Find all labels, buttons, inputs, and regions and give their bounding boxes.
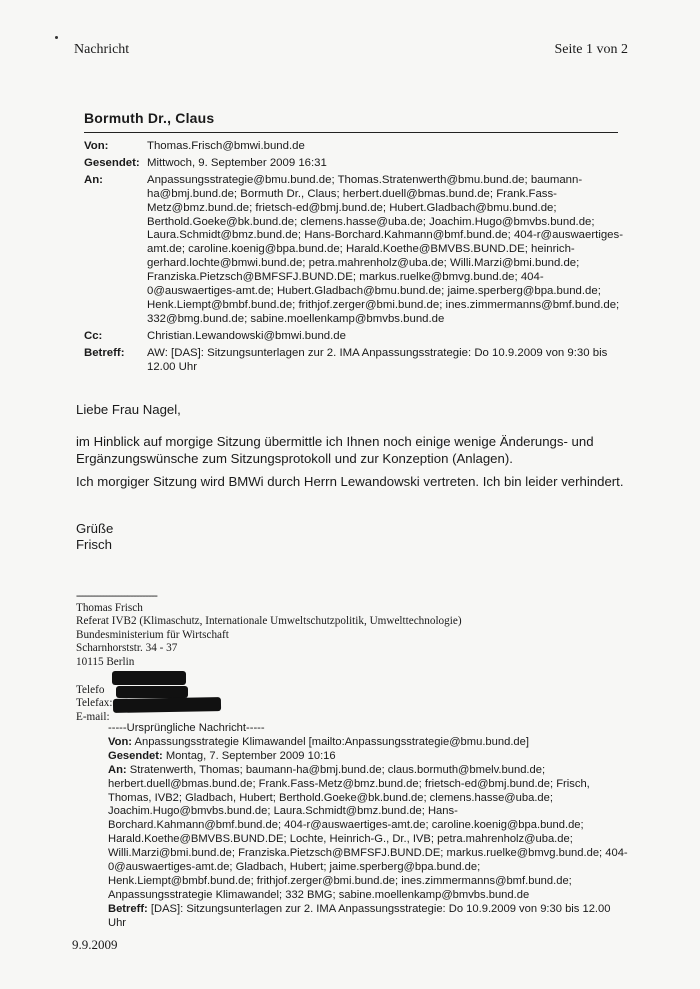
cc-row (84, 330, 624, 344)
sent-row (84, 157, 624, 171)
body-paragraph-1: im Hinblick auf morgige Sitzung übermittle ich Ihnen noch einige wenige Änderungs- und Ergänzungswünsche zum Sitzungsprotokoll und zur Konzeption (Anlagen). (76, 434, 594, 466)
original-from-value: Anpassungsstrategie Klimawandel [mailto:Anpassungsstrategie@bmu.bund.de] (134, 735, 529, 748)
original-to-value: Stratenwerth, Thomas; baumann-ha@bmj.bund.de; claus.bormuth@bmelv.bund.de; herbert.duell@bmas.bund.de; Frank.Fass-Metz@bmz.bund.de; frietsch-ed@bmj.bund.de; Frisch, Thomas, IVB2; Gladbach, Hubert; Berthold.Goeke@bk.bund.de; clemens.hasse@uba.de; Joachim.Hugo@bmvbs.bund.de; Laura.Schmidt@bmz.bund.de; Hans-Borchard.Kahmann@bmf.bund.de; 404-r@auswaertiges-amt.de; caroline.koenig@bpa.bund.de; Harald.Koethe@BMVBS.BUND.DE; Lochte, Heinrich-G., Dr., IVB; petra.mahrenholz@uba.de; Willi.Marzi@bmi.bund.de; Franziska.Pietzsch@BMFSFJ.BUND.DE; markus.ruelke@bmvg.bund.de; 404-0@auswaertiges-amt.de; Gladbach, Hubert; jaime.sperberg@bpa.bund.de; Henk.Liempt@bmbf.bund.de; frithjof.zerger@bmi.bund.de; ines.zimmermanns@bmf.bund.de; Anpassungsstrategie Klimawandel; 332 BMG; sabine.moellenkamp@bmvbs.bund.de (108, 763, 628, 901)
from-value: Thomas.Frisch@bmwi.bund.de (147, 140, 305, 152)
cc-value: Christian.Lewandowski@bmwi.bund.de (147, 329, 346, 342)
original-to-row (108, 764, 628, 903)
body-paragraph-2: Ich morgiger Sitzung wird BMWi durch Herrn Lewandowski vertreten. Ich bin leider verhindert. (76, 474, 624, 489)
signature-ministry: Bundesministerium für Wirtschaft (76, 628, 229, 641)
signature-fax-label: Telefax: (76, 697, 113, 710)
original-subject-row (108, 903, 628, 931)
email-header-fields (84, 140, 624, 378)
scan-speck (55, 36, 58, 39)
redaction-email (113, 697, 221, 713)
subject-value: AW: [DAS]: Sitzungsunterlagen zur 2. IMA Anpassungsstrategie: Do 10.9.2009 von 9:30 bis 12.00 Uhr (147, 346, 608, 373)
to-label: An: (84, 173, 103, 186)
signature-divider: --------------------------- (76, 588, 157, 602)
redaction-phone (112, 671, 186, 685)
cc-label: Cc: (84, 329, 103, 342)
signature-city: 10115 Berlin (76, 655, 135, 668)
original-subject-value: [DAS]: Sitzungsunterlagen zur 2. IMA Anpassungsstrategie: Do 10.9.2009 von 9:30 bis 12.00 Uhr (108, 902, 611, 929)
original-subject-label: Betreff: (108, 902, 148, 915)
to-row (84, 174, 624, 327)
original-to-label: An: (108, 763, 127, 776)
to-value: Anpassungsstrategie@bmu.bund.de; Thomas.Stratenwerth@bmu.bund.de; baumann-ha@bmj.bund.de; Bormuth Dr., Claus; herbert.duell@bmas.bund.de; Frank.Fass-Metz@bmz.bund.de; frietsch-ed@bmj.bund.de; Hubert.Gladbach@bmu.bund.de; Berthold.Goeke@bk.bund.de; clemens.hasse@uba.de; Joachim.Hugo@bmvbs.bund.de; Laura.Schmidt@bmz.bund.de; Hans-Borchard.Kahmann@bmf.bund.de; 404-r@auswaertiges-amt.de; caroline.koenig@bpa.bund.de; Harald.Koethe@BMVBS.BUND.DE; heinrich-gerhard.lochte@bmwi.bund.de; petra.mahrenholz@uba.de; Willi.Marzi@bmi.bund.de; Franziska.Pietzsch@BMFSFJ.BUND.DE; markus.ruelke@bmvg.bund.de; 404-0@auswaertiges-amt.de; Hubert.Gladbach@bmu.bund.de; jaime.sperberg@bpa.bund.de; Henk.Liempt@bmbf.bund.de; frithjof.zerger@bmi.bund.de; ines.zimmermanns@bmf.bund.de; 332@bmg.bund.de; sabine.moellenkamp@bmvbs.bund.de (147, 173, 624, 325)
from-row (84, 140, 624, 154)
sent-value: Mittwoch, 9. September 2009 16:31 (147, 156, 327, 169)
subject-label: Betreff: (84, 346, 125, 359)
original-sent-row (108, 750, 628, 764)
header-divider (84, 132, 618, 133)
original-from-label: Von: (108, 735, 133, 748)
original-from-row (108, 736, 628, 750)
original-sent-value: Montag, 7. September 2009 10:16 (165, 749, 336, 762)
closing-name: Frisch (76, 537, 112, 552)
signature-phone-label: Telefo (76, 684, 105, 697)
from-label: Von: (84, 140, 109, 152)
footer-date: 9.9.2009 (72, 937, 118, 952)
subject-row (84, 347, 624, 375)
page-number: Seite 1 von 2 (554, 42, 628, 57)
original-message (108, 722, 628, 931)
page-header-title: Nachricht (74, 42, 130, 57)
mailbox-owner-name: Bormuth Dr., Claus (84, 110, 215, 126)
sent-label: Gesendet: (84, 156, 140, 169)
signature-name: Thomas Frisch (76, 602, 143, 614)
greeting: Liebe Frau Nagel, (76, 402, 181, 417)
signature-referat: Referat IVB2 (Klimaschutz, Internationale Umweltschutzpolitik, Umwelttechnologie) (76, 615, 462, 628)
original-sent-label: Gesendet: (108, 749, 163, 762)
original-message-marker: -----Ursprüngliche Nachricht----- (108, 722, 265, 734)
redaction-fax (116, 686, 188, 698)
signature-street: Scharnhorststr. 34 - 37 (76, 642, 178, 655)
closing-greeting: Grüße (76, 521, 114, 536)
signature-email-label: E-mail: (76, 710, 110, 723)
